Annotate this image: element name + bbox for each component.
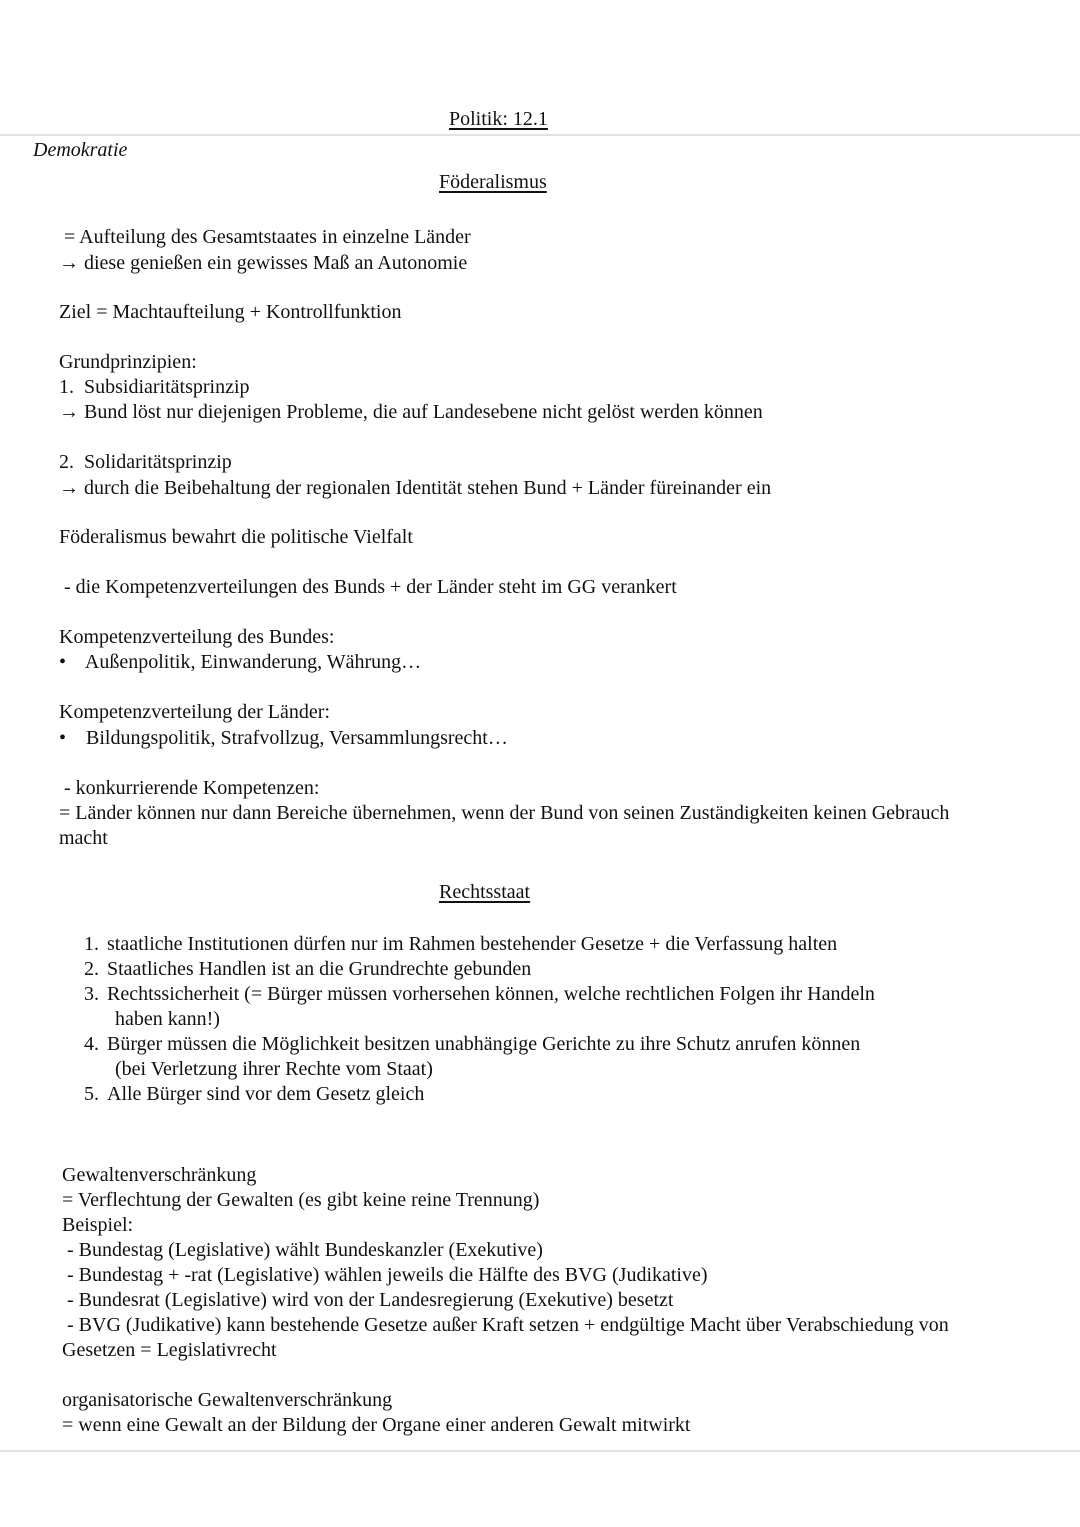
list-number: 4. [84,1033,99,1055]
text-line: Gewaltenverschränkung [62,1164,257,1186]
text-line: → Bund löst nur diejenigen Probleme, die auf Landesebene nicht gelöst werden können [59,401,763,423]
text-line: = Länder können nur dann Bereiche übernehmen, wenn der Bund von seinen Zuständigkeiten keinen Gebrauch [59,802,950,824]
page-title: Politik: 12.1 [449,108,548,130]
list-item [66,1082,424,1106]
text-line: - Bundestag (Legislative) wählt Bundeskanzler (Exekutive) [62,1239,543,1261]
text-line: Kompetenzverteilung des Bundes: [59,626,335,648]
list-text: Rechtssicherheit (= Bürger müssen vorhersehen können, welche rechtlichen Folgen ihr Handeln [107,983,875,1005]
list-text: Alle Bürger sind vor dem Gesetz gleich [107,1083,425,1105]
text-line: - konkurrierende Kompetenzen: [59,777,320,799]
bullet-item: • Außenpolitik, Einwanderung, Währung… [59,651,422,673]
text-line: Grundprinzipien: [59,351,197,373]
list-number: 1. [84,933,99,955]
text-line: - Bundestag + -rat (Legislative) wählen jeweils die Hälfte des BVG (Judikative) [62,1264,708,1286]
text-line: 1. Subsidiaritätsprinzip [59,376,250,398]
list-continuation: haben kann!) [115,1008,220,1030]
list-item [66,957,531,981]
list-item [66,1032,860,1056]
list-item [66,982,875,1006]
list-continuation: (bei Verletzung ihrer Rechte vom Staat) [115,1058,433,1080]
heading-rechtsstaat: Rechtsstaat [439,881,531,903]
header-divider [0,134,1080,136]
text-line: → durch die Beibehaltung der regionalen Identität stehen Bund + Länder füreinander ein [59,477,772,499]
text-line: = Aufteilung des Gesamtstaates in einzelne Länder [59,226,471,248]
text-line: → diese genießen ein gewisses Maß an Autonomie [59,252,468,274]
text-line: Kompetenzverteilung der Länder: [59,701,330,723]
text-line: - BVG (Judikative) kann bestehende Gesetze außer Kraft setzen + endgültige Macht über Verabschiedung von [62,1314,949,1336]
list-number: 5. [84,1083,99,1105]
footer-divider [0,1450,1080,1452]
text-line: Gesetzen = Legislativrecht [62,1339,277,1361]
text-line: - die Kompetenzverteilungen des Bunds + der Länder steht im GG verankert [59,576,677,598]
text-line: 2. Solidaritätsprinzip [59,451,232,473]
list-text: Bürger müssen die Möglichkeit besitzen unabhängige Gerichte zu ihre Schutz anrufen können [107,1033,861,1055]
text-line: Föderalismus bewahrt die politische Vielfalt [59,526,413,548]
heading-foederalismus: Föderalismus [439,171,547,193]
text-line: Beispiel: [62,1214,134,1236]
subject-label: Demokratie [33,139,128,161]
text-line: organisatorische Gewaltenverschränkung [62,1389,393,1411]
text-line: = wenn eine Gewalt an der Bildung der Organe einer anderen Gewalt mitwirkt [62,1414,691,1436]
text-line: macht [59,827,108,849]
text-line: - Bundesrat (Legislative) wird von der Landesregierung (Exekutive) besetzt [62,1289,674,1311]
text-line: = Verflechtung der Gewalten (es gibt keine reine Trennung) [62,1189,540,1211]
list-text: Staatliches Handlen ist an die Grundrechte gebunden [107,958,532,980]
bullet-item: • Bildungspolitik, Strafvollzug, Versammlungsrecht… [59,727,508,749]
list-item [66,932,837,956]
list-number: 2. [84,958,99,980]
text-line: Ziel = Machtaufteilung + Kontrollfunktion [59,301,402,323]
list-text: staatliche Institutionen dürfen nur im Rahmen bestehender Gesetze + die Verfassung halten [107,933,838,955]
list-number: 3. [84,983,99,1005]
